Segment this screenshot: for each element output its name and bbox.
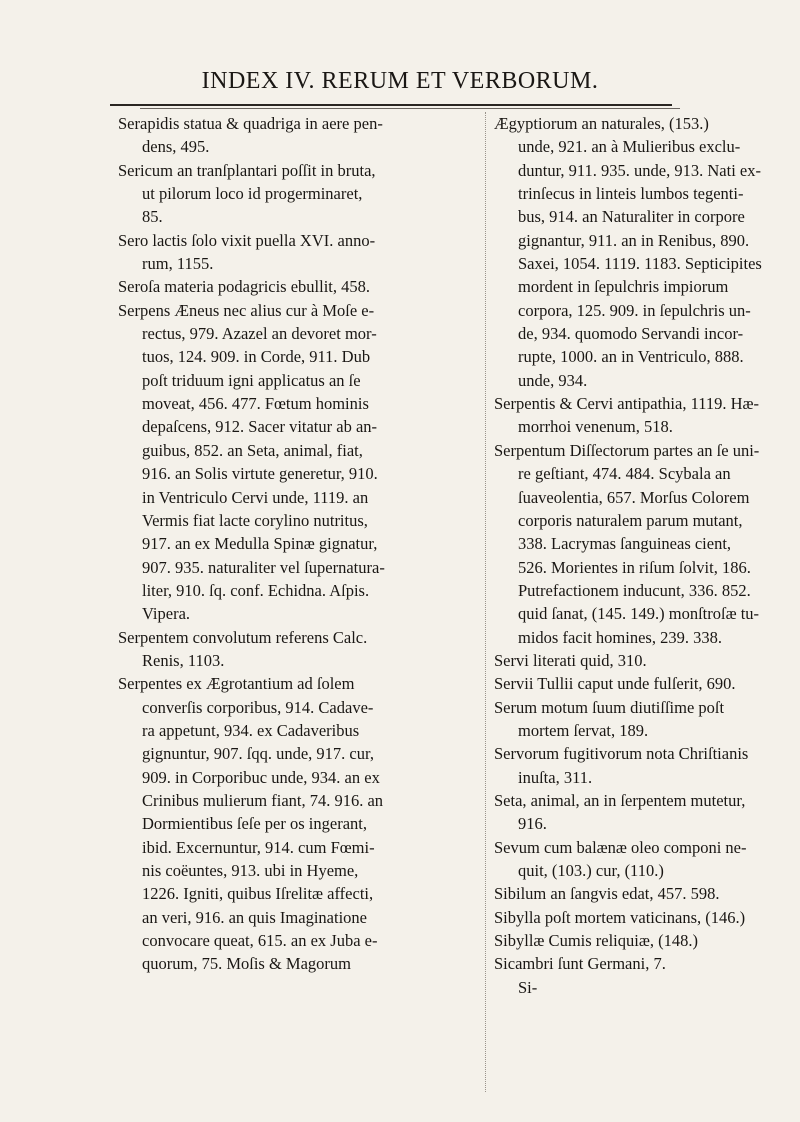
- left-index-line: poſt triduum igni applicatus an ſe: [142, 370, 361, 390]
- right-index-line: Putrefactionem inducunt, 336. 852.: [518, 580, 751, 600]
- left-index-line: 916. an Solis virtute generetur, 910.: [142, 464, 378, 484]
- right-index-line: Serpentis & Cervi antipathia, 1119. Hæ-: [494, 394, 760, 414]
- right-index-line: midos facit homines, 239. 338.: [518, 627, 722, 647]
- right-index-line: Saxei, 1054. 1119. 1183. Septicipites: [518, 254, 762, 274]
- right-index-line: Serpentum Diſſectorum partes an ſe uni-: [494, 440, 760, 460]
- left-index-line: Sero lactis ſolo vixit puella XVI. anno-: [118, 230, 376, 250]
- right-index-line: Servorum fugitivorum nota Chriſtianis: [494, 744, 749, 764]
- right-index-line: gignantur, 911. an in Renibus, 890.: [518, 230, 750, 250]
- left-index-line: ibid. Excernuntur, 914. cum Fœmi-: [142, 837, 375, 857]
- left-index-line: tuos, 124. 909. in Corde, 911. Dub: [142, 347, 371, 367]
- left-index-line: moveat, 456. 477. Fœtum hominis: [142, 394, 369, 414]
- right-index-line: unde, 921. an à Mulieribus exclu-: [518, 137, 741, 157]
- right-index-line: quid ſanat, (145. 149.) monſtroſæ tu-: [518, 604, 760, 624]
- right-index-line: morrhoi venenum, 518.: [518, 417, 673, 437]
- right-index-line: de, 934. quomodo Servandi incor-: [518, 324, 744, 344]
- column-divider: [485, 112, 486, 1092]
- right-index-line: re geſtiant, 474. 484. Scybala an: [518, 464, 731, 484]
- header-rule: [110, 104, 672, 106]
- left-index-line: Serapidis statua & quadriga in aere pen-: [118, 114, 383, 133]
- right-index-line: Serum motum ſuum diutiſſime poſt: [494, 697, 725, 717]
- right-index-line: ſuaveolentia, 657. Morſus Colorem: [518, 487, 750, 507]
- right-index-line: 916.: [518, 814, 547, 834]
- right-index-line: corporis naturalem parum mutant,: [518, 510, 743, 530]
- right-index-line: duntur, 911. 935. unde, 913. Nati ex-: [518, 160, 761, 180]
- left-index-line: Seroſa materia podagricis ebullit, 458.: [118, 277, 371, 297]
- left-index-line: Renis, 1103.: [142, 650, 225, 670]
- right-index-line: mortem ſervat, 189.: [518, 720, 649, 740]
- right-index-line: 526. Morientes in riſum ſolvit, 186.: [518, 557, 751, 577]
- left-index-line: guibus, 852. an Seta, animal, fiat,: [142, 440, 363, 460]
- left-index-line: nis coëuntes, 913. ubi in Hyeme,: [142, 861, 359, 880]
- left-index-line: in Ventriculo Cervi unde, 1119. an: [142, 487, 369, 507]
- right-index-line: Servi literati quid, 310.: [494, 650, 647, 670]
- right-index-line: unde, 934.: [518, 370, 588, 390]
- left-index-line: converſis corporibus, 914. Cadave-: [142, 697, 374, 717]
- right-index-line: mordent in ſepulchris impiorum: [518, 277, 729, 297]
- right-index-line: Sicambri ſunt Germani, 7.: [494, 954, 666, 974]
- right-index-line: corpora, 125. 909. in ſepulchris un-: [518, 300, 751, 320]
- left-index-line: Crinibus mulierum fiant, 74. 916. an: [142, 790, 384, 810]
- left-index-line: dens, 495.: [142, 137, 210, 157]
- right-index-line: Servii Tullii caput unde fulſerit, 690.: [494, 674, 736, 694]
- left-index-line: quorum, 75. Moſis & Magorum: [142, 954, 351, 974]
- left-index-line: 907. 935. naturaliter vel ſupernatura-: [142, 557, 385, 577]
- right-index-line: Sibyllæ Cumis reliquiæ, (148.): [494, 931, 698, 951]
- left-index-line: Serpens Æneus nec alius cur à Moſe e-: [118, 300, 375, 320]
- left-index-line: Serpentem convolutum referens Calc.: [118, 627, 368, 647]
- right-index-line: quit, (103.) cur, (110.): [518, 861, 664, 880]
- right-index-line: Sibylla poſt mortem vaticinans, (146.): [494, 907, 746, 927]
- left-column: [118, 112, 473, 976]
- right-column: [494, 112, 794, 999]
- right-index-line: bus, 914. an Naturaliter in corpore: [518, 207, 745, 227]
- left-index-line: Serpentes ex Ægrotantium ad ſolem: [118, 674, 355, 694]
- left-index-line: rectus, 979. Azazel an devoret mor-: [142, 324, 377, 344]
- left-index-line: 1226. Igniti, quibus Iſrelitæ affecti,: [142, 884, 374, 904]
- left-index-line: 917. an ex Medulla Spinæ gignatur,: [142, 534, 378, 554]
- left-index-line: 909. in Corporibuc unde, 934. an ex: [142, 767, 380, 787]
- left-index-line: gignuntur, 907. ſqq. unde, 917. cur,: [142, 744, 374, 764]
- left-index-line: Vipera.: [142, 604, 191, 624]
- right-index-line: trinſecus in linteis lumbos tegenti-: [518, 184, 744, 204]
- right-index-line: Sibilum an ſangvis edat, 457. 598.: [494, 884, 720, 904]
- right-index-line: Ægyptiorum an naturales, (153.): [494, 114, 709, 133]
- left-index-line: convocare queat, 615. an ex Juba e-: [142, 931, 378, 951]
- left-index-line: ra appetunt, 934. ex Cadaveribus: [142, 720, 360, 740]
- left-index-line: Dormientibus ſeſe per os ingerant,: [142, 814, 367, 834]
- left-index-line: ut pilorum loco id progerminaret,: [142, 184, 363, 204]
- right-index-line: Si-: [518, 977, 538, 997]
- right-index-line: inuſta, 311.: [518, 767, 593, 787]
- right-index-line: 338. Lacrymas ſanguineas cient,: [518, 534, 732, 554]
- left-index-line: 85.: [142, 207, 163, 227]
- left-index-line: liter, 910. ſq. conf. Echidna. Aſpis.: [142, 580, 370, 600]
- left-index-line: an veri, 916. an quis Imaginatione: [142, 907, 367, 927]
- left-index-line: Vermis fiat lacte corylino nutritus,: [142, 510, 368, 530]
- right-index-line: Seta, animal, an in ſerpentem mutetur,: [494, 790, 746, 810]
- right-index-line: Sevum cum balænæ oleo componi ne-: [494, 837, 747, 857]
- left-index-line: Sericum an tranſplantari poſſit in bruta,: [118, 160, 376, 180]
- left-index-line: rum, 1155.: [142, 254, 214, 274]
- left-index-line: depaſcens, 912. Sacer vitatur ab an-: [142, 417, 378, 437]
- header-rule-thin: [140, 108, 680, 109]
- page-header: INDEX IV. RERUM ET VERBORUM.: [201, 68, 599, 94]
- right-index-line: rupte, 1000. an in Ventriculo, 888.: [518, 347, 744, 367]
